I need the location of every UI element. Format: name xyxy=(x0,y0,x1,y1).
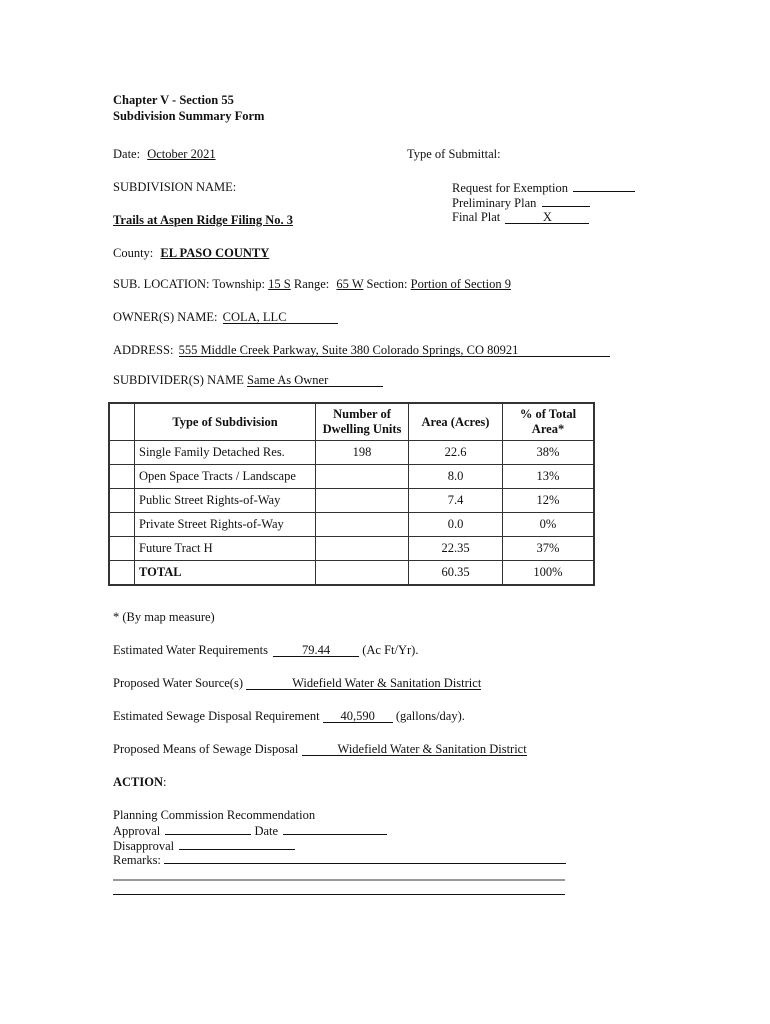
water-source-value[interactable]: Widefield Water & Sanitation District xyxy=(246,677,481,690)
subdivision-label: SUBDIVISION NAME: xyxy=(113,180,237,194)
cell-percent[interactable]: 38% xyxy=(503,441,595,465)
cell-percent[interactable]: 0% xyxy=(503,513,595,537)
cell-units[interactable]: 198 xyxy=(316,441,409,465)
submittal-final[interactable] xyxy=(452,210,589,225)
row-marker xyxy=(109,537,135,561)
location-row xyxy=(113,277,511,292)
remarks-line-2[interactable] xyxy=(113,879,565,881)
cell-type[interactable]: Single Family Detached Res. xyxy=(135,441,316,465)
final-plat-label: Final Plat xyxy=(452,210,501,224)
remarks-line-3[interactable] xyxy=(113,894,565,895)
water-source-row xyxy=(113,676,481,691)
water-req-label: Estimated Water Requirements xyxy=(113,643,268,657)
action-heading xyxy=(113,775,167,790)
cell-units[interactable] xyxy=(316,561,409,586)
cell-percent[interactable]: 12% xyxy=(503,489,595,513)
cell-percent[interactable]: 13% xyxy=(503,465,595,489)
subdivision-name[interactable]: Trails at Aspen Ridge Filing No. 3 xyxy=(113,213,293,227)
table-row xyxy=(109,537,594,561)
range-value[interactable]: 65 W xyxy=(336,277,364,291)
remarks-field[interactable] xyxy=(164,852,566,864)
row-marker xyxy=(109,465,135,489)
row-marker xyxy=(109,561,135,586)
cell-units[interactable] xyxy=(316,513,409,537)
preliminary-label: Preliminary Plan xyxy=(452,196,537,210)
approval-date-field[interactable] xyxy=(283,823,387,835)
table-row xyxy=(109,441,594,465)
preliminary-blank[interactable] xyxy=(542,195,590,207)
row-marker-header xyxy=(109,403,135,441)
final-plat-mark[interactable]: X xyxy=(505,211,589,224)
section-value[interactable]: Portion of Section 9 xyxy=(410,277,511,291)
owner-label: OWNER(S) NAME: xyxy=(113,310,218,324)
form-title: Subdivision Summary Form xyxy=(113,109,265,123)
sewage-req-label: Estimated Sewage Disposal Requirement xyxy=(113,709,320,723)
range-label: Range: xyxy=(293,277,330,291)
sewage-req-unit: (gallons/day). xyxy=(395,709,465,723)
row-marker xyxy=(109,441,135,465)
action-colon: : xyxy=(163,775,167,789)
sewage-means-value[interactable]: Widefield Water & Sanitation District xyxy=(302,743,527,756)
col-header-area: Area (Acres) xyxy=(409,403,503,441)
cell-total-area[interactable]: 60.35 xyxy=(409,561,503,586)
disapproval-field[interactable] xyxy=(179,838,295,850)
cell-type[interactable]: Open Space Tracts / Landscape xyxy=(135,465,316,489)
table-row xyxy=(109,489,594,513)
county-label: County: xyxy=(113,246,154,260)
date-value[interactable]: October 2021 xyxy=(147,147,216,161)
cell-percent[interactable]: 37% xyxy=(503,537,595,561)
submittal-label: Type of Submittal: xyxy=(407,147,501,161)
owner-value[interactable]: COLA, LLC xyxy=(223,311,338,324)
disapproval-label: Disapproval xyxy=(113,839,175,853)
row-marker xyxy=(109,489,135,513)
date-label: Date: xyxy=(113,147,141,161)
action-label: ACTION xyxy=(113,775,164,789)
address-row xyxy=(113,343,610,358)
cell-units[interactable] xyxy=(316,489,409,513)
submittal-exemption[interactable] xyxy=(452,180,635,196)
sewage-means-row xyxy=(113,742,527,757)
water-source-label: Proposed Water Source(s) xyxy=(113,676,243,690)
sewage-means-label: Proposed Means of Sewage Disposal xyxy=(113,742,299,756)
owner-row xyxy=(113,310,338,325)
water-req-value[interactable]: 79.44 xyxy=(273,644,359,657)
row-marker xyxy=(109,513,135,537)
sewage-req-row xyxy=(113,709,465,724)
cell-area[interactable]: 8.0 xyxy=(409,465,503,489)
subdivider-value[interactable]: Same As Owner xyxy=(247,374,383,387)
cell-total-label: TOTAL xyxy=(135,561,316,586)
col-header-units: Number of Dwelling Units xyxy=(316,403,409,441)
location-label: SUB. LOCATION: Township: xyxy=(113,277,266,291)
section-label: Section: xyxy=(366,277,408,291)
exemption-blank[interactable] xyxy=(573,180,635,192)
cell-area[interactable]: 22.6 xyxy=(409,441,503,465)
subdivider-row xyxy=(113,373,383,388)
submittal-preliminary[interactable] xyxy=(452,195,590,211)
map-measure-note: * (By map measure) xyxy=(113,610,215,624)
subdivision-table xyxy=(108,402,595,586)
approval-row xyxy=(113,823,387,839)
cell-units[interactable] xyxy=(316,537,409,561)
col-header-type: Type of Subdivision xyxy=(135,403,316,441)
date-row xyxy=(113,147,216,162)
exemption-label: Request for Exemption xyxy=(452,181,568,195)
table-row xyxy=(109,513,594,537)
cell-type[interactable]: Public Street Rights-of-Way xyxy=(135,489,316,513)
chapter-heading: Chapter V - Section 55 xyxy=(113,93,234,107)
address-value[interactable]: 555 Middle Creek Parkway, Suite 380 Colorado Springs, CO 80921 xyxy=(179,344,610,357)
cell-area[interactable]: 0.0 xyxy=(409,513,503,537)
remarks-label: Remarks: xyxy=(113,853,161,867)
sewage-req-value[interactable]: 40,590 xyxy=(323,710,393,723)
subdivider-label: SUBDIVIDER(S) NAME xyxy=(113,373,244,387)
county-value[interactable]: EL PASO COUNTY xyxy=(160,246,270,260)
table-header-row xyxy=(109,403,594,441)
cell-area[interactable]: 7.4 xyxy=(409,489,503,513)
approval-label: Approval xyxy=(113,824,161,838)
planning-title: Planning Commission Recommendation xyxy=(113,808,316,822)
cell-type[interactable]: Future Tract H xyxy=(135,537,316,561)
approval-date-label: Date xyxy=(254,824,279,838)
table-total-row xyxy=(109,561,594,586)
cell-area[interactable]: 22.35 xyxy=(409,537,503,561)
remarks-row xyxy=(113,852,566,868)
approval-field[interactable] xyxy=(165,823,251,835)
water-req-unit: (Ac Ft/Yr). xyxy=(362,643,419,657)
cell-type[interactable]: Private Street Rights-of-Way xyxy=(135,513,316,537)
table-row xyxy=(109,465,594,489)
col-header-percent: % of Total Area* xyxy=(503,403,595,441)
township-value[interactable]: 15 S xyxy=(268,277,291,291)
county-row xyxy=(113,246,269,261)
cell-units[interactable] xyxy=(316,465,409,489)
water-req-row xyxy=(113,643,418,658)
cell-total-percent[interactable]: 100% xyxy=(503,561,595,586)
address-label: ADDRESS: xyxy=(113,343,174,357)
